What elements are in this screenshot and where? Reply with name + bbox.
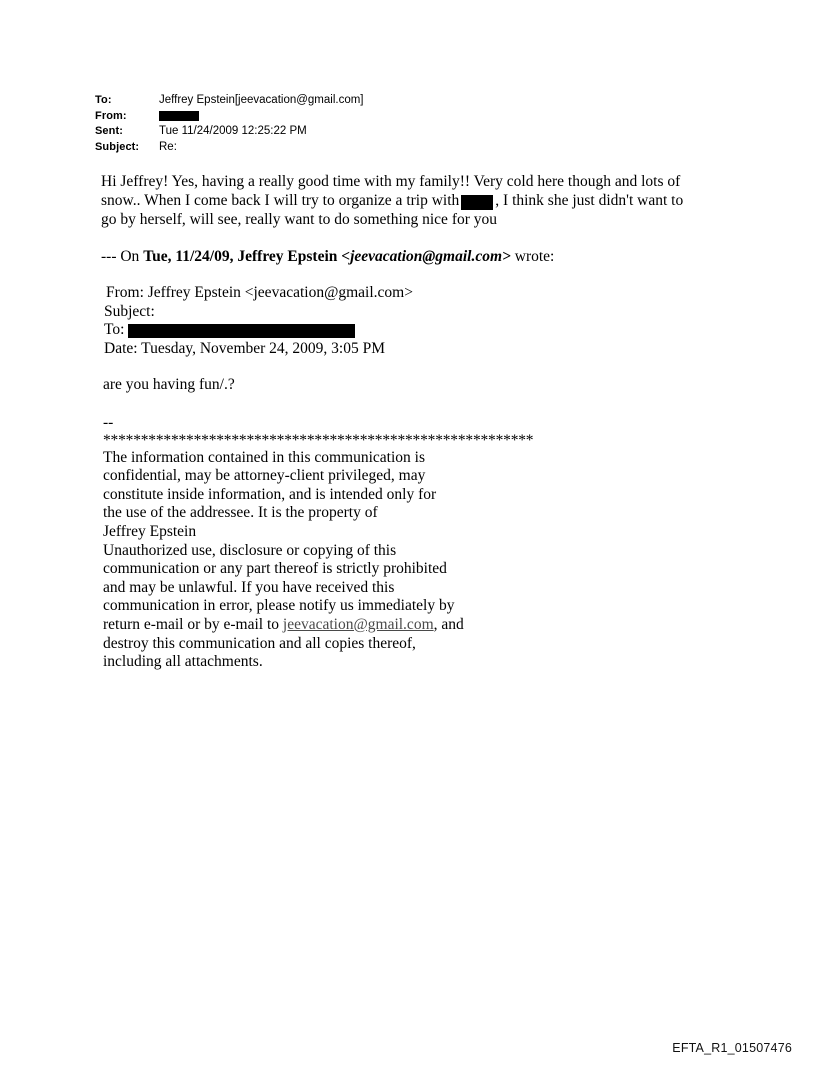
- disclaimer-return-suffix: , and: [433, 615, 464, 633]
- body-line-2-before: snow.. When I come back I will try to organize a trip with: [101, 192, 460, 209]
- header-row-to: [95, 93, 715, 109]
- disclaimer-line-6: communication or any part thereof is strictly prohibited: [103, 560, 447, 578]
- body-line-2-after: , I think she just didn't want to: [495, 192, 684, 209]
- bates-number: EFTA_R1_01507476: [672, 1041, 792, 1055]
- disclaimer-owner: Jeffrey Epstein: [103, 522, 197, 540]
- disclaimer-line-4: the use of the addressee. It is the property of: [103, 504, 378, 522]
- header-label-subject: Subject:: [95, 140, 140, 153]
- redaction-bar-from: [159, 111, 199, 121]
- redaction-bar-to: [128, 324, 355, 338]
- quoted-message-header: [101, 247, 554, 266]
- disclaimer-line-3: constitute inside information, and is intended only for: [103, 485, 437, 503]
- body-line-2: [101, 191, 741, 210]
- original-date: Date: Tuesday, November 24, 2009, 3:05 PM: [104, 339, 385, 357]
- header-label-sent: Sent:: [95, 125, 123, 137]
- quote-date-sender: Tue, 11/24/09, Jeffrey Epstein: [143, 248, 342, 265]
- message-body: [101, 172, 741, 229]
- original-body-text: are you having fun/.?: [103, 376, 235, 393]
- header-row-sent: [95, 124, 715, 140]
- body-line-3: go by herself, will see, really want to do something nice for you: [101, 211, 498, 228]
- header-label-to: To:: [95, 94, 112, 106]
- quote-suffix: wrote:: [510, 248, 555, 265]
- disclaimer-line-11: including all attachments.: [103, 653, 263, 671]
- disclaimer-line-8: communication in error, please notify us immediately by: [103, 597, 455, 615]
- disclaimer-line-5: Unauthorized use, disclosure or copying of this: [103, 541, 397, 559]
- disclaimer-line-10: destroy this communication and all copies thereof,: [103, 634, 416, 652]
- disclaimer-line-2: confidential, may be attorney-client privileged, may: [103, 467, 426, 485]
- header-value-to: Jeffrey Epstein[jeevacation@gmail.com]: [159, 94, 364, 106]
- signature-dashes: --: [103, 414, 114, 431]
- original-to-label: To:: [104, 321, 125, 338]
- disclaimer-email-link[interactable]: jeevacation@gmail.com: [282, 615, 434, 633]
- header-value-subject: Re:: [159, 140, 177, 153]
- quote-sender-email: <jeevacation@gmail.com>: [341, 248, 511, 265]
- header-label-from: From:: [95, 109, 127, 122]
- signature-star-divider: *********************************************************: [103, 431, 534, 449]
- quote-prefix: --- On: [101, 248, 144, 265]
- header-row-subject: [95, 140, 715, 156]
- disclaimer-line-1: The information contained in this communication is: [103, 448, 425, 466]
- disclaimer-line-9: [103, 616, 603, 635]
- disclaimer-line-7: and may be unlawful. If you have received this: [103, 578, 395, 596]
- disclaimer-return-prefix: return e-mail or by e-mail to: [103, 615, 283, 633]
- original-to: [104, 321, 413, 340]
- signature-block: [103, 414, 603, 672]
- email-header: [95, 93, 715, 155]
- header-value-from: [157, 109, 199, 125]
- body-line-1: Hi Jeffrey! Yes, having a really good time with my family!! Very cold here though and lots of: [101, 173, 681, 190]
- original-message-fields: [104, 284, 413, 358]
- redaction-bar-name: [461, 195, 493, 210]
- original-from: From: Jeffrey Epstein <jeevacation@gmail.com>: [106, 284, 413, 301]
- header-row-from: [95, 109, 715, 125]
- original-subject: Subject:: [104, 302, 155, 320]
- header-value-sent: Tue 11/24/2009 12:25:22 PM: [159, 125, 307, 137]
